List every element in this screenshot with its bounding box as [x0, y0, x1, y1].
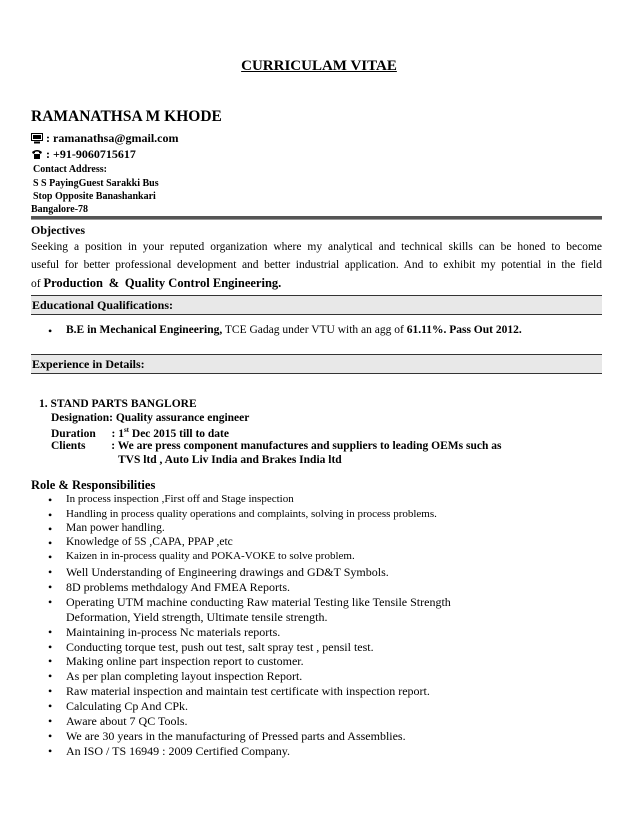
bullet-icon: •	[48, 744, 53, 758]
education-agg: 61.11%. Pass Out 2012.	[406, 324, 522, 336]
address-label: Contact Address:	[33, 164, 107, 175]
role-item	[48, 580, 588, 595]
bullet-icon: •	[48, 508, 53, 522]
objectives-production: Production	[43, 276, 103, 290]
phone-text: : +91-9060715617	[46, 147, 136, 161]
role-item	[48, 508, 588, 523]
objectives-heading: Objectives	[31, 223, 85, 237]
role-item	[48, 565, 588, 580]
bullet-icon: •	[48, 625, 53, 639]
bullet-icon: •	[48, 580, 53, 594]
bullet-icon: •	[48, 493, 53, 507]
bullet-icon: •	[48, 684, 53, 698]
role-item	[48, 522, 588, 537]
bullet-icon: •	[48, 536, 53, 550]
experience-heading: Experience in Details:	[32, 357, 145, 371]
address-line-2: Stop Opposite Banashankari	[33, 191, 156, 202]
role-item-text: Handling in process quality operations and complaints, solving in process problems.	[66, 508, 437, 520]
education-item	[48, 324, 522, 339]
role-item	[48, 640, 588, 655]
bullet-icon: •	[48, 595, 53, 609]
role-item-text: We are 30 years in the manufacturing of Pressed parts and Assemblies.	[66, 729, 406, 743]
role-item-text: As per plan completing layout inspection Report.	[66, 669, 303, 683]
role-item-text: Aware about 7 QC Tools.	[66, 714, 188, 728]
clients-line	[51, 440, 501, 452]
role-item	[48, 654, 588, 669]
role-item-text: Operating UTM machine conducting Raw material Testing like Tensile Strength	[66, 595, 451, 609]
bullet-icon: •	[48, 565, 53, 579]
duration-value: : 1	[111, 427, 124, 440]
bullet-icon: •	[48, 729, 53, 743]
role-item	[48, 684, 588, 699]
address-line-3: Bangalore-78	[31, 204, 89, 215]
role-item-continuation: Deformation, Yield strength, Ultimate tensile strength.	[66, 610, 328, 624]
document-title: CURRICULAM VITAE	[241, 58, 397, 74]
duration-line	[51, 426, 229, 440]
role-item-text: Raw material inspection and maintain test certificate with inspection report.	[66, 684, 430, 698]
role-item-text: Kaizen in in-process quality and POKA-VOKE to solve problem.	[66, 550, 355, 562]
role-item-text: An ISO / TS 16949 : 2009 Certified Company.	[66, 744, 290, 758]
education-detail: TCE Gadag under VTU with an agg of	[222, 324, 407, 336]
objectives-line-1: Seeking a position in your reputed organization where my analytical and technical skills can be honed to become	[31, 241, 602, 253]
role-item	[48, 669, 588, 684]
computer-icon	[31, 133, 44, 144]
candidate-name: RAMANATHSA M KHODE	[31, 108, 222, 125]
objectives-quality: Quality Control Engineering.	[124, 276, 282, 290]
education-degree: B.E in Mechanical Engineering,	[66, 324, 223, 336]
telephone-icon	[31, 149, 44, 160]
clients-value-2: TVS ltd , Auto Liv India and Brakes India ltd	[118, 454, 342, 466]
role-item-text: Making online part inspection report to customer.	[66, 654, 304, 668]
role-item-text: 8D problems methdalogy And FMEA Reports.	[66, 580, 290, 594]
duration-label: Duration	[51, 427, 96, 440]
roles-heading: Role & Responsibilities	[31, 478, 156, 492]
role-item-text: In process inspection ,First off and Stage inspection	[66, 493, 294, 505]
phone-line	[31, 147, 136, 162]
company-name: 1. STAND PARTS BANGLORE	[39, 398, 197, 410]
objectives-line-3	[31, 274, 602, 293]
role-item	[48, 714, 588, 729]
role-item-text: Well Understanding of Engineering drawings and GD&T Symbols.	[66, 565, 389, 579]
education-heading-bar	[31, 295, 602, 315]
role-item	[48, 625, 588, 640]
education-heading: Educational Qualifications:	[32, 298, 174, 312]
bullet-icon: •	[48, 640, 53, 654]
email-text: : ramanathsa@gmail.com	[46, 131, 179, 145]
bullet-icon: •	[48, 699, 53, 713]
email-line	[31, 131, 178, 146]
bullet-icon: •	[48, 324, 53, 338]
bullet-icon: •	[48, 522, 53, 536]
objectives-line-3-prefix: of	[31, 278, 41, 290]
objectives-line-2: useful for better professional development and better industrial application. And to exhibit my potential in the field	[31, 259, 602, 271]
bullet-icon: •	[48, 714, 53, 728]
role-item-text: Calculating Cp And CPk.	[66, 699, 189, 713]
role-item-text: Man power handling.	[66, 522, 165, 534]
clients-label: Clients	[51, 440, 86, 452]
role-item	[48, 699, 588, 714]
objectives-text	[31, 238, 602, 293]
role-item-text: Conducting torque test, push out test, salt spray test , pensil test.	[66, 640, 374, 654]
clients-value: : We are press component manufactures and suppliers to leading OEMs such as	[111, 440, 502, 452]
role-item-text: Maintaining in-process Nc materials reports.	[66, 625, 281, 639]
role-item	[48, 493, 588, 508]
address-line-1: S S PayingGuest Sarakki Bus	[33, 178, 159, 189]
bullet-icon: •	[48, 654, 53, 668]
bullet-icon: •	[48, 550, 53, 564]
duration-sup: st	[123, 426, 130, 434]
role-item-text: Knowledge of 5S ,CAPA, PPAP ,etc	[66, 536, 233, 548]
role-item	[48, 536, 588, 551]
designation: Designation: Quality assurance engineer	[51, 412, 250, 424]
section-divider	[31, 216, 602, 220]
role-item	[48, 729, 588, 744]
duration-rest: Dec 2015 till to date	[129, 427, 229, 440]
role-item	[48, 550, 588, 565]
objectives-amp: &	[108, 276, 120, 290]
bullet-icon: •	[48, 669, 53, 683]
experience-heading-bar	[31, 354, 602, 374]
role-item	[48, 595, 588, 610]
role-item	[48, 744, 588, 759]
